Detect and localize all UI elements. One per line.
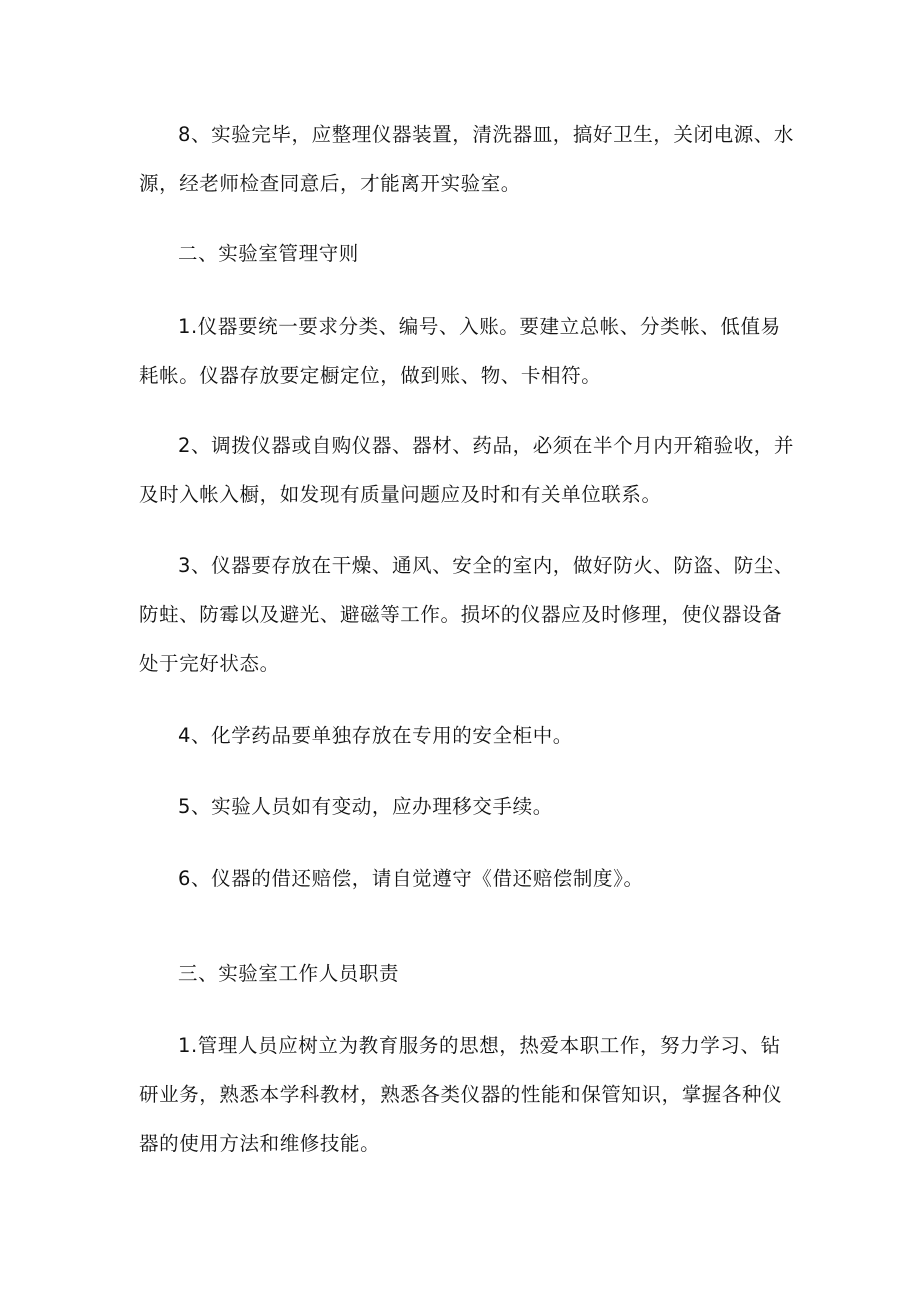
duty-1-line-1: 1.管理人员应树立为教育服务的思想，热爱本职工作，努力学习、钻 [178, 1034, 781, 1057]
rule-3-line-2: 防蛀、防霉以及避光、避磁等工作。损坏的仪器应及时修理，使仪器设备 [139, 603, 783, 626]
rule-2-line-1: 2、调拨仪器或自购仪器、器材、药品，必须在半个月内开箱验收，并 [178, 434, 795, 457]
rule-3-line-3: 处于完好状态。 [139, 652, 280, 675]
section-2-heading: 二、实验室管理守则 [178, 242, 359, 265]
rule-2-line-2: 及时入帐入橱，如发现有质量问题应及时和有关单位联系。 [139, 483, 662, 506]
rule-1-line-2: 耗帐。仪器存放要定橱定位，做到账、物、卡相符。 [139, 364, 602, 387]
rule-4-line-1: 4、化学药品要单独存放在专用的安全柜中。 [178, 724, 573, 747]
duty-1-line-3: 器的使用方法和维修技能。 [139, 1132, 381, 1155]
rule-3-line-1: 3、仪器要存放在干燥、通风、安全的室内，做好防火、防盗、防尘、 [178, 554, 795, 577]
rule-5-line-1: 5、实验人员如有变动，应办理移交手续。 [178, 795, 553, 818]
section-3-heading: 三、实验室工作人员职责 [178, 962, 400, 985]
paragraph-8-line-2: 源，经老师检查同意后，才能离开实验室。 [139, 172, 521, 195]
rule-1-line-1: 1.仪器要统一要求分类、编号、入账。要建立总帐、分类帐、低值易 [178, 315, 781, 338]
duty-1-line-2: 研业务，熟悉本学科教材，熟悉各类仪器的性能和保管知识，掌握各种仪 [139, 1083, 783, 1106]
rule-6-line-1: 6、仪器的借还赔偿，请自觉遵守《借还赔偿制度》。 [178, 867, 644, 890]
paragraph-8-line-1: 8、实验完毕，应整理仪器装置，清洗器皿，搞好卫生，关闭电源、水 [178, 123, 795, 146]
